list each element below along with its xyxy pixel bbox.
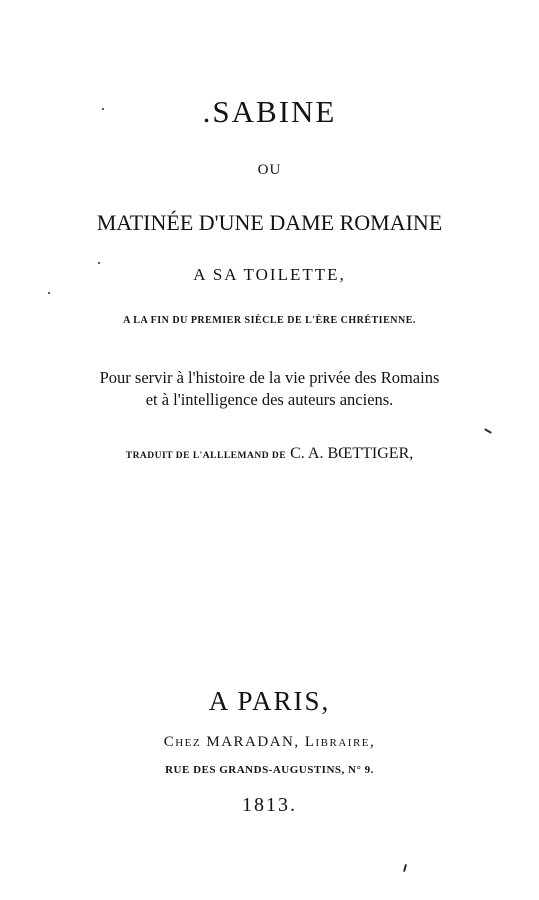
translator-line <box>0 445 539 463</box>
purpose-line-1: Pour servir à l'histoire de la vie privée des Romains <box>99 368 440 387</box>
imprint-address: RUE DES GRANDS-AUGUSTINS, N° 9. <box>165 764 374 776</box>
translator-name: C. A. BŒTTIGER, <box>290 445 414 462</box>
imprint-city: A PARIS, <box>208 686 331 716</box>
paper-speck <box>403 864 407 872</box>
purpose-line-2: et à l'intelligence des auteurs anciens. <box>145 390 394 409</box>
title-conjunction: OU <box>257 162 282 178</box>
period-line: A LA FIN DU PREMIER SIÈCLE DE L'ÈRE CHRÉTIENNE. <box>123 315 416 326</box>
book-subtitle-continued: A SA TOILETTE, <box>193 265 346 284</box>
translator-prefix: TRADUIT DE L'ALLLEMAND DE <box>125 451 287 461</box>
book-subtitle: MATINÉE D'UNE DAME ROMAINE <box>96 210 443 235</box>
paper-speck <box>102 108 104 110</box>
paper-speck <box>98 262 100 264</box>
paper-speck <box>484 428 492 434</box>
book-title: .SABINE <box>202 94 337 129</box>
imprint-publisher: Chez MARADAN, Libraire, <box>163 734 376 750</box>
imprint-year: 1813. <box>242 794 297 816</box>
paper-speck <box>48 292 50 294</box>
